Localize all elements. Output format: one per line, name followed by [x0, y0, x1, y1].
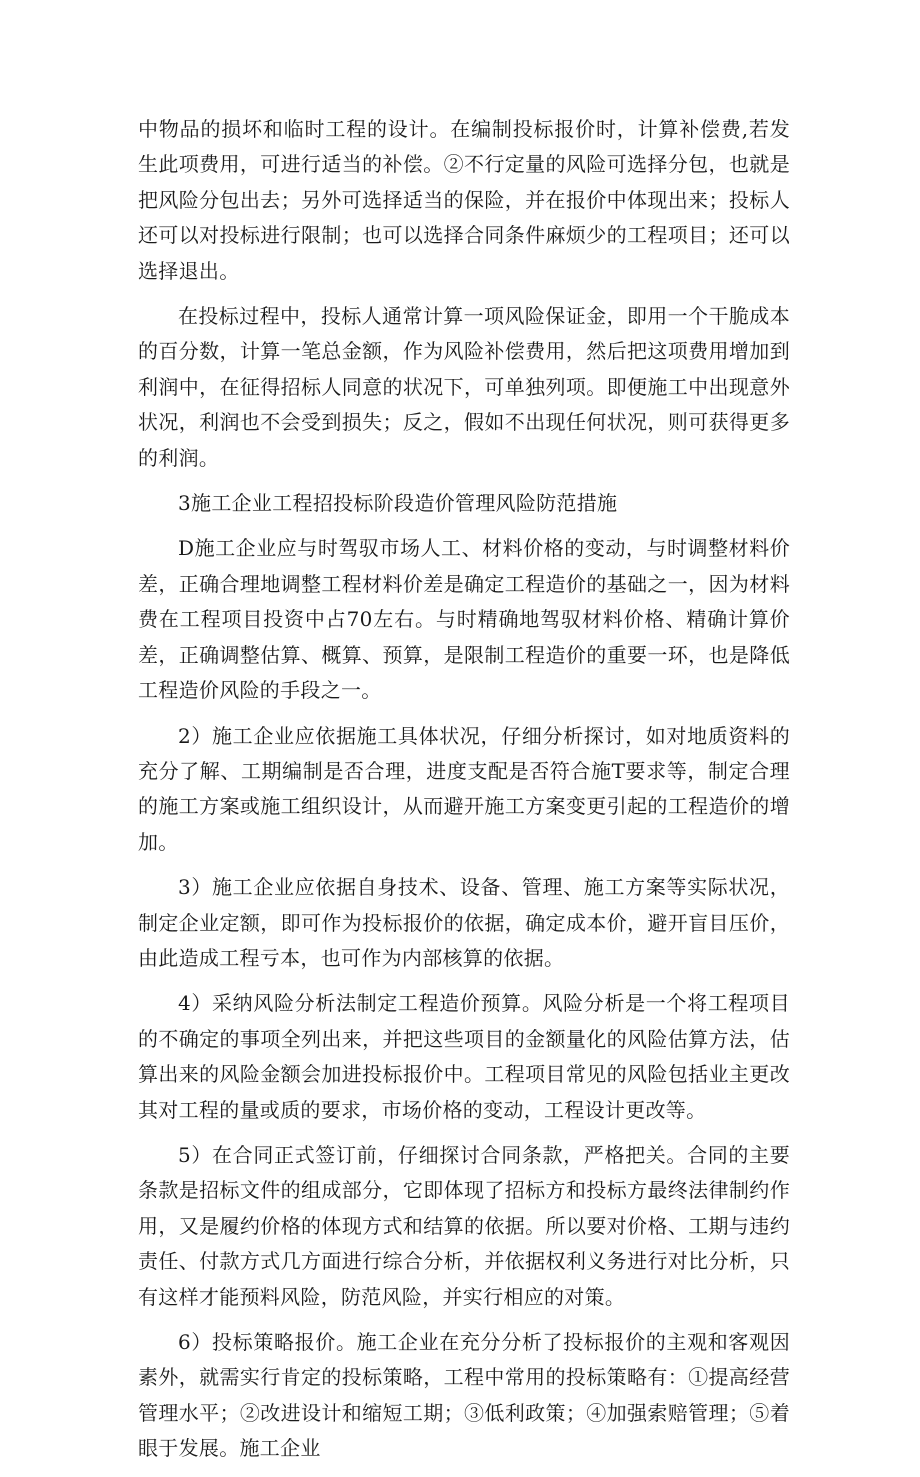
- paragraph-measure-5: 5）在合同正式签订前，仔细探讨合同条款，严格把关。合同的主要条款是招标文件的组成部分，它即体现了招标方和投标方最终法律制约作用，又是履约价格的体现方式和结算的依据。所以要对价格、工期与违约责任、付款方式几方面进行综合分析，并依据权利义务进行对比分析，只有这样才能预料风险，防范风险，并实行相应的对策。: [138, 1142, 790, 1309]
- paragraph-risk-deposit: 在投标过程中，投标人通常计算一项风险保证金，即用一个干脆成本的百分数，计算一笔总金额，作为风险补偿费用，然后把这项费用增加到利润中，在征得招标人同意的状况下，可单独列项。即便施工中出现意外状况，利润也不会受到损失；反之，假如不出现任何状况，则可获得更多的利润。: [138, 304, 790, 470]
- paragraph-measure-3: 3）施工企业应依据自身技术、设备、管理、施工方案等实际状况，制定企业定额，即可作为投标报价的依据，确定成本价，避开盲目压价，由此造成工程亏本，也可作为内部核算的依据。: [138, 875, 790, 970]
- paragraph-measure-1: D施工企业应与时驾驭市场人工、材料价格的变动，与时调整材料价差，正确合理地调整工程材料价差是确定工程造价的基础之一，因为材料费在工程项目投资中占70左右。与时精确地驾驭材料价格、精确计算价差，正确调整估算、概算、预算，是限制工程造价的重要一环，也是降低工程造价风险的手段之一。: [138, 536, 790, 703]
- paragraph-measure-4: 4）采纳风险分析法制定工程造价预算。风险分析是一个将工程项目的不确定的事项全列出来，并把这些项目的金额量化的风险估算方法，估算出来的风险金额会加进投标报价中。工程项目常见的风险包括业主更改其对工程的量或质的要求，市场价格的变动，工程设计更改等。: [138, 991, 790, 1122]
- paragraph-measure-6: 6）投标策略报价。施工企业在充分分析了投标报价的主观和客观因素外，就需实行肯定的投标策略，工程中常用的投标策略有：①提高经营管理水平；②改进设计和缩短工期；③低利政策；④加强索赔管理；⑤着眼于发展。施工企业: [138, 1330, 790, 1461]
- section-heading: 3施工企业工程招投标阶段造价管理风险防范措施: [178, 491, 618, 516]
- paragraph-measure-2: 2）施工企业应依据施工具体状况，仔细分析探讨，如对地质资料的充分了解、工期编制是否合理，进度支配是否符合施T要求等，制定合理的施工方案或施工组织设计，从而避开施工方案变更引起的工程造价的增加。: [138, 723, 790, 854]
- document-body: [138, 112, 790, 1477]
- paragraph-continuation: 中物品的损坏和临时工程的设计。在编制投标报价时，计算补偿费,若发生此项费用，可进行适当的补偿。②不行定量的风险可选择分包，也就是把风险分包出去；另外可选择适当的保险，并在报价中体现出来；投标人还可以对投标进行限制；也可以选择合同条件麻烦少的工程项目；还可以选择退出。: [138, 117, 790, 283]
